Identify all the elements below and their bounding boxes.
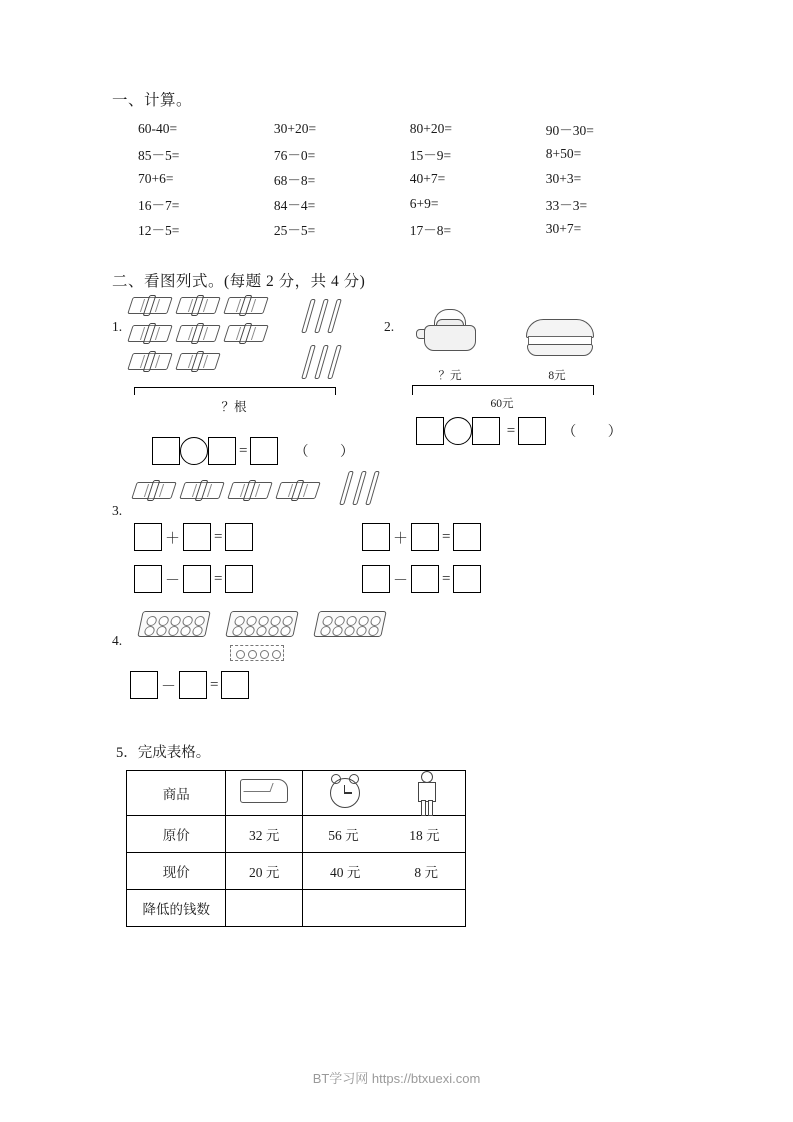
stick-bundle-icon (175, 325, 221, 342)
calc-item: 84－4= (273, 197, 316, 213)
single-stick-icon (365, 471, 380, 505)
single-stick-icon (339, 471, 354, 505)
plus-sign: ＋ (165, 530, 181, 547)
calc-item: 40+7= (409, 170, 446, 186)
answer-box[interactable] (130, 671, 158, 699)
problem-4 (112, 611, 682, 731)
calc-item: 76－0= (273, 147, 316, 163)
equals-sign: = (210, 676, 219, 693)
table-row (127, 890, 466, 927)
equals-sign: = (442, 570, 451, 587)
stick-bundle-icon (127, 297, 173, 314)
calc-item: 80+20= (409, 120, 453, 136)
single-stick-icon (301, 345, 316, 379)
calc-item: 25－5= (273, 222, 316, 238)
answer-box[interactable] (179, 671, 207, 699)
answer-box[interactable] (208, 437, 236, 465)
problem-5-label: 完成表格。 (137, 745, 211, 761)
problem-2-number: 2. (384, 319, 395, 334)
egg-tray-icon (137, 611, 211, 637)
calc-item: 85－5= (138, 147, 180, 163)
row-label-current-price: 现价 (127, 853, 226, 890)
brace (134, 387, 336, 395)
answer-box[interactable] (250, 437, 278, 465)
problem-3-equation-3 (134, 565, 253, 593)
goods-price-table (126, 770, 466, 927)
bundles-group-3 (134, 471, 379, 510)
calc-item: 17－8= (409, 222, 452, 238)
bundles-group-1 (130, 297, 398, 383)
current-price-doll: 8 元 (414, 865, 438, 880)
problem-3-equation-1 (134, 523, 253, 551)
problem-3-number: 3. (112, 503, 123, 518)
single-stick-icon (327, 345, 342, 379)
original-price-pair (302, 816, 465, 853)
reduction-answer-pair[interactable] (302, 890, 465, 927)
stick-bundle-icon (175, 297, 221, 314)
answer-box[interactable] (221, 671, 249, 699)
answer-box[interactable] (362, 523, 390, 551)
calculation-table (138, 116, 682, 241)
goods-cell-shoe (226, 771, 303, 816)
section-1-title: 一、计算。 (112, 92, 193, 109)
table-row (138, 166, 682, 191)
answer-box[interactable] (225, 523, 253, 551)
equals-sign: = (503, 422, 516, 439)
burger-icon (526, 319, 592, 355)
table-row (127, 816, 466, 853)
row-label-original-price: 原价 (127, 816, 226, 853)
problem-4-number: 4. (112, 633, 123, 648)
current-price-clock: 40 元 (329, 865, 361, 880)
answer-box[interactable] (183, 523, 211, 551)
alarm-clock-icon (330, 778, 360, 808)
answer-box[interactable] (152, 437, 180, 465)
table-row (127, 771, 466, 816)
answer-box[interactable] (518, 417, 546, 445)
answer-box[interactable] (453, 523, 481, 551)
stick-bundle-icon (179, 482, 225, 499)
plus-sign: ＋ (393, 530, 409, 547)
answer-box[interactable] (183, 565, 211, 593)
answer-box[interactable] (411, 523, 439, 551)
calc-item: 30+20= (273, 120, 317, 136)
shoe-icon (240, 779, 288, 803)
stick-bundle-icon (127, 325, 173, 342)
problem-1 (130, 297, 398, 465)
calc-item: 15－9= (409, 147, 452, 163)
egg-tray-icon (313, 611, 387, 637)
stick-bundle-icon (127, 353, 173, 370)
loose-eggs-group (230, 645, 284, 666)
answer-box[interactable] (416, 417, 444, 445)
original-price-shoe: 32 元 (226, 816, 303, 853)
worksheet-content (112, 88, 682, 927)
problem-4-equation (130, 671, 249, 699)
answer-box[interactable] (472, 417, 500, 445)
minus-sign: － (393, 572, 409, 589)
equals-sign: = (239, 442, 248, 459)
calc-item: 6+9= (409, 195, 439, 211)
calc-item: 30+7= (545, 220, 582, 236)
calc-item: 33－3= (545, 197, 588, 213)
brace-label: ？根 (221, 400, 247, 414)
calc-item: 90－30= (545, 122, 594, 138)
egg-trays-group (140, 611, 400, 642)
problem-3-equation-4 (362, 565, 481, 593)
problem-5-number: 5． (116, 745, 138, 761)
single-stick-icon (314, 345, 329, 379)
calc-item: 60-40= (138, 120, 178, 136)
calc-item: 70+6= (138, 170, 174, 186)
doll-icon (414, 771, 438, 815)
loose-eggs-icon (230, 645, 284, 661)
table-row (138, 116, 682, 141)
table-row (138, 191, 682, 216)
table-row (127, 853, 466, 890)
original-price-doll: 18 元 (409, 828, 440, 843)
problem-1-answer-row (152, 437, 398, 465)
equals-sign: = (214, 570, 223, 587)
stick-bundle-icon (227, 482, 273, 499)
minus-sign: － (161, 678, 177, 695)
goods-cell-clock-doll (302, 771, 465, 816)
operator-box[interactable] (180, 437, 208, 465)
problem-3-equation-2 (362, 523, 481, 551)
single-stick-icon (327, 299, 342, 333)
answer-box[interactable] (134, 565, 162, 593)
problem-2 (402, 297, 670, 445)
stick-bundle-icon (131, 482, 177, 499)
answer-box[interactable] (225, 565, 253, 593)
kettle-icon (418, 313, 480, 353)
equals-sign: = (214, 528, 223, 545)
answer-box[interactable] (362, 565, 390, 593)
current-price-pair (302, 853, 465, 890)
problem-1-number: 1. (112, 319, 123, 334)
calc-item: 30+3= (545, 170, 582, 186)
section-2-title: 二、看图列式。(每题 2 分，共 4 分) (112, 273, 366, 290)
table-row (138, 141, 682, 166)
row-label-goods: 商品 (127, 771, 226, 816)
stick-bundle-icon (223, 297, 269, 314)
stick-bundle-icon (175, 353, 221, 370)
calc-item: 12－5= (138, 222, 180, 238)
egg-tray-icon (225, 611, 299, 637)
problem-5-title (116, 741, 682, 762)
problem-3 (112, 471, 682, 611)
stick-bundle-icon (275, 482, 321, 499)
current-price-shoe: 20 元 (226, 853, 303, 890)
single-stick-icon (314, 299, 329, 333)
minus-sign: － (165, 572, 181, 589)
answer-box[interactable] (453, 565, 481, 593)
reduction-answer-shoe[interactable] (226, 890, 303, 927)
single-stick-icon (352, 471, 367, 505)
operator-box[interactable] (444, 417, 472, 445)
single-stick-icon (301, 299, 316, 333)
problem-2-answer-row (416, 417, 670, 445)
calc-item: 68－8= (273, 172, 316, 188)
unit-parenthesis[interactable]: （ ） (562, 425, 636, 440)
calc-item: 16－7= (138, 197, 180, 213)
problem-row-1-2 (112, 297, 682, 467)
row-label-reduction: 降低的钱数 (127, 890, 226, 927)
answer-box[interactable] (134, 523, 162, 551)
unit-parenthesis[interactable]: （ ） (294, 445, 368, 460)
footer-watermark: BT学习网 https://btxuexi.com (312, 1071, 481, 1086)
kettle-price-label: ？元 (438, 370, 462, 382)
calc-item: 8+50= (545, 145, 582, 161)
original-price-clock: 56 元 (328, 828, 359, 843)
stick-bundle-icon (223, 325, 269, 342)
burger-price-label: 8元 (548, 370, 566, 382)
equals-sign: = (442, 528, 451, 545)
table-row (138, 216, 682, 241)
total-price-label: 60元 (490, 398, 514, 410)
answer-box[interactable] (411, 565, 439, 593)
